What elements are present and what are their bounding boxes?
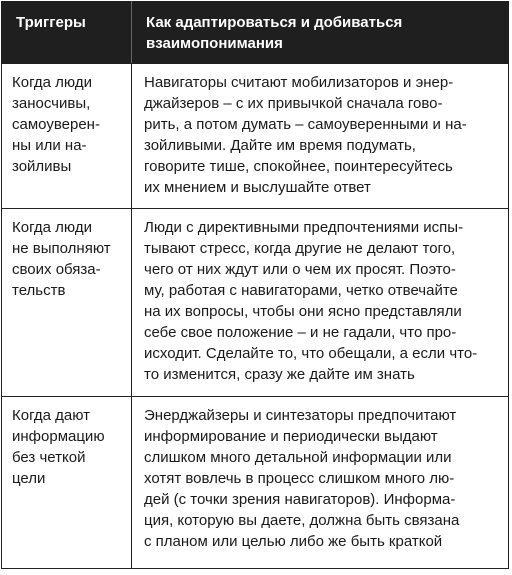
table-row xyxy=(2,64,509,209)
trigger-cell: Когда люди не выполняют своих обяза- тельств xyxy=(2,209,132,397)
advice-cell: Энерджайзеры и синтезаторы предпочитают информирование и периодически выдают слишком много детальной информации или хотят вовлечь в процесс слишком много лю- дей (с точки зрения навигаторов). Информа- ция, которую вы даете, должна быть связана с планом или целью либо же быть краткой xyxy=(132,397,509,569)
triggers-table xyxy=(1,1,509,569)
header-advice: Как адаптироваться и добиваться взаимопонимания xyxy=(132,2,509,64)
trigger-cell: Когда люди заносчивы, самоуверен- ны или на- зойливы xyxy=(2,64,132,209)
trigger-cell: Когда дают информацию без четкой цели xyxy=(2,397,132,569)
header-triggers: Триггеры xyxy=(2,2,132,64)
table-header-row xyxy=(2,2,509,64)
advice-cell: Навигаторы считают мобилизаторов и энер- джайзеров – с их привычкой сначала гово- рить, а потом думать – самоуверенными и на- зойливыми. Дайте им время подумать, говорите тише, спокойнее, поинтересуйтесь их мнением и выслушайте ответ xyxy=(132,64,509,209)
table-row xyxy=(2,209,509,397)
advice-cell: Люди с директивными предпочтениями испы- тывают стресс, когда другие не делают того, чего от них ждут или о чем их просят. Поэто- му, работая с навигаторами, четко отвечайте на их вопросы, чтобы они ясно представляли себе свое положение – и не гадали, что про- исходит. Сделайте то, что обещали, а если что- то изменится, сразу же дайте им знать xyxy=(132,209,509,397)
table-row xyxy=(2,397,509,569)
